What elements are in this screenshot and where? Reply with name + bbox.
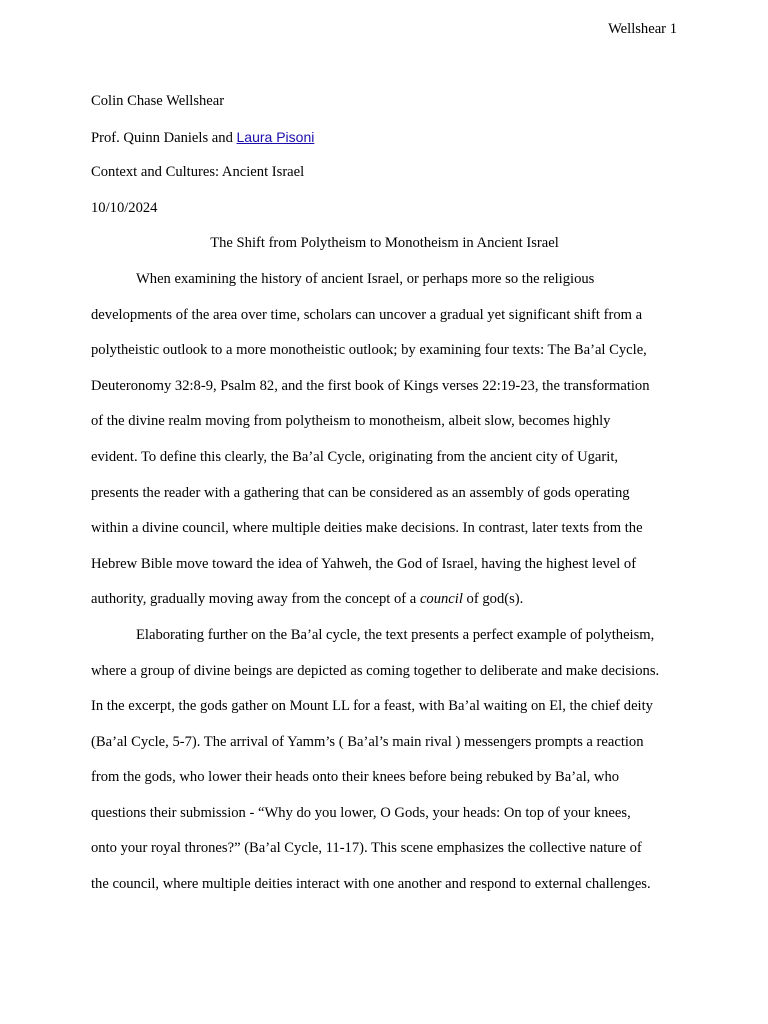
paragraph-line: developments of the area over time, scholars can uncover a gradual yet significant shift from a [91,306,643,323]
date-line: 10/10/2024 [91,199,158,216]
paragraph-line: of the divine realm moving from polytheism to monotheism, albeit slow, becomes highly [91,413,611,430]
paragraph-line: questions their submission - “Why do you lower, O Gods, your heads: On top of your knees, [91,804,631,821]
paragraph-line: within a divine council, where multiple deities make decisions. In contrast, later texts from the [91,520,643,537]
paragraph-line: Deuteronomy 32:8-9, Psalm 82, and the first book of Kings verses 22:19-23, the transformation [91,377,650,394]
paragraph-line: (Ba’al Cycle, 5-7). The arrival of Yamm’s ( Ba’al’s main rival ) messengers prompts a reaction [91,733,644,750]
paragraph-line: where a group of divine beings are depicted as coming together to deliberate and make decisions. [91,662,660,679]
paragraph-2 [91,618,678,903]
paragraph-line: Elaborating further on the Ba’al cycle, the text presents a perfect example of polytheism, [136,626,655,643]
author-name: Colin Chase Wellshear [91,93,225,109]
paragraph-line: When examining the history of ancient Israel, or perhaps more so the religious [136,270,595,287]
professor-line [91,120,678,156]
paragraph-line: In the excerpt, the gods gather on Mount LL for a feast, with Ba’al waiting on El, the chief deity [91,698,653,715]
paragraph-line: onto your royal thrones?” (Ba’al Cycle, 11-17). This scene emphasizes the collective nature of [91,840,642,857]
paragraph-line: from the gods, who lower their heads onto their knees before being rebuked by Ba’al, who [91,769,620,786]
running-header: Wellshear 1 [608,21,677,37]
paragraph-line: polytheistic outlook to a more monotheistic outlook; by examining four texts: The Ba’al Cycle, [91,342,647,359]
essay-title: The Shift from Polytheism to Monotheism in Ancient Israel [210,235,559,252]
emphasized-word: council [419,591,463,608]
text-fragment: of god(s). [462,591,524,608]
course-name: Context and Cultures: Ancient Israel [91,164,305,181]
professor-link[interactable]: Laura Pisoni [236,128,315,145]
paragraph-line: Hebrew Bible move toward the idea of Yahweh, the God of Israel, having the highest level of [91,555,637,572]
text-fragment: authority, gradually moving away from the concept of a [91,591,420,608]
professor-text: Prof. Quinn Daniels and [91,129,237,146]
paragraph-line: the council, where multiple deities interact with one another and respond to external challenges. [91,876,651,893]
paragraph-last-line [91,582,678,618]
paragraph-line: evident. To define this clearly, the Ba’al Cycle, originating from the ancient city of Ugarit, [91,448,619,465]
paragraph-line: presents the reader with a gathering that can be considered as an assembly of gods operating [91,484,630,501]
paragraph-1 [91,262,678,618]
document-body [91,84,678,903]
